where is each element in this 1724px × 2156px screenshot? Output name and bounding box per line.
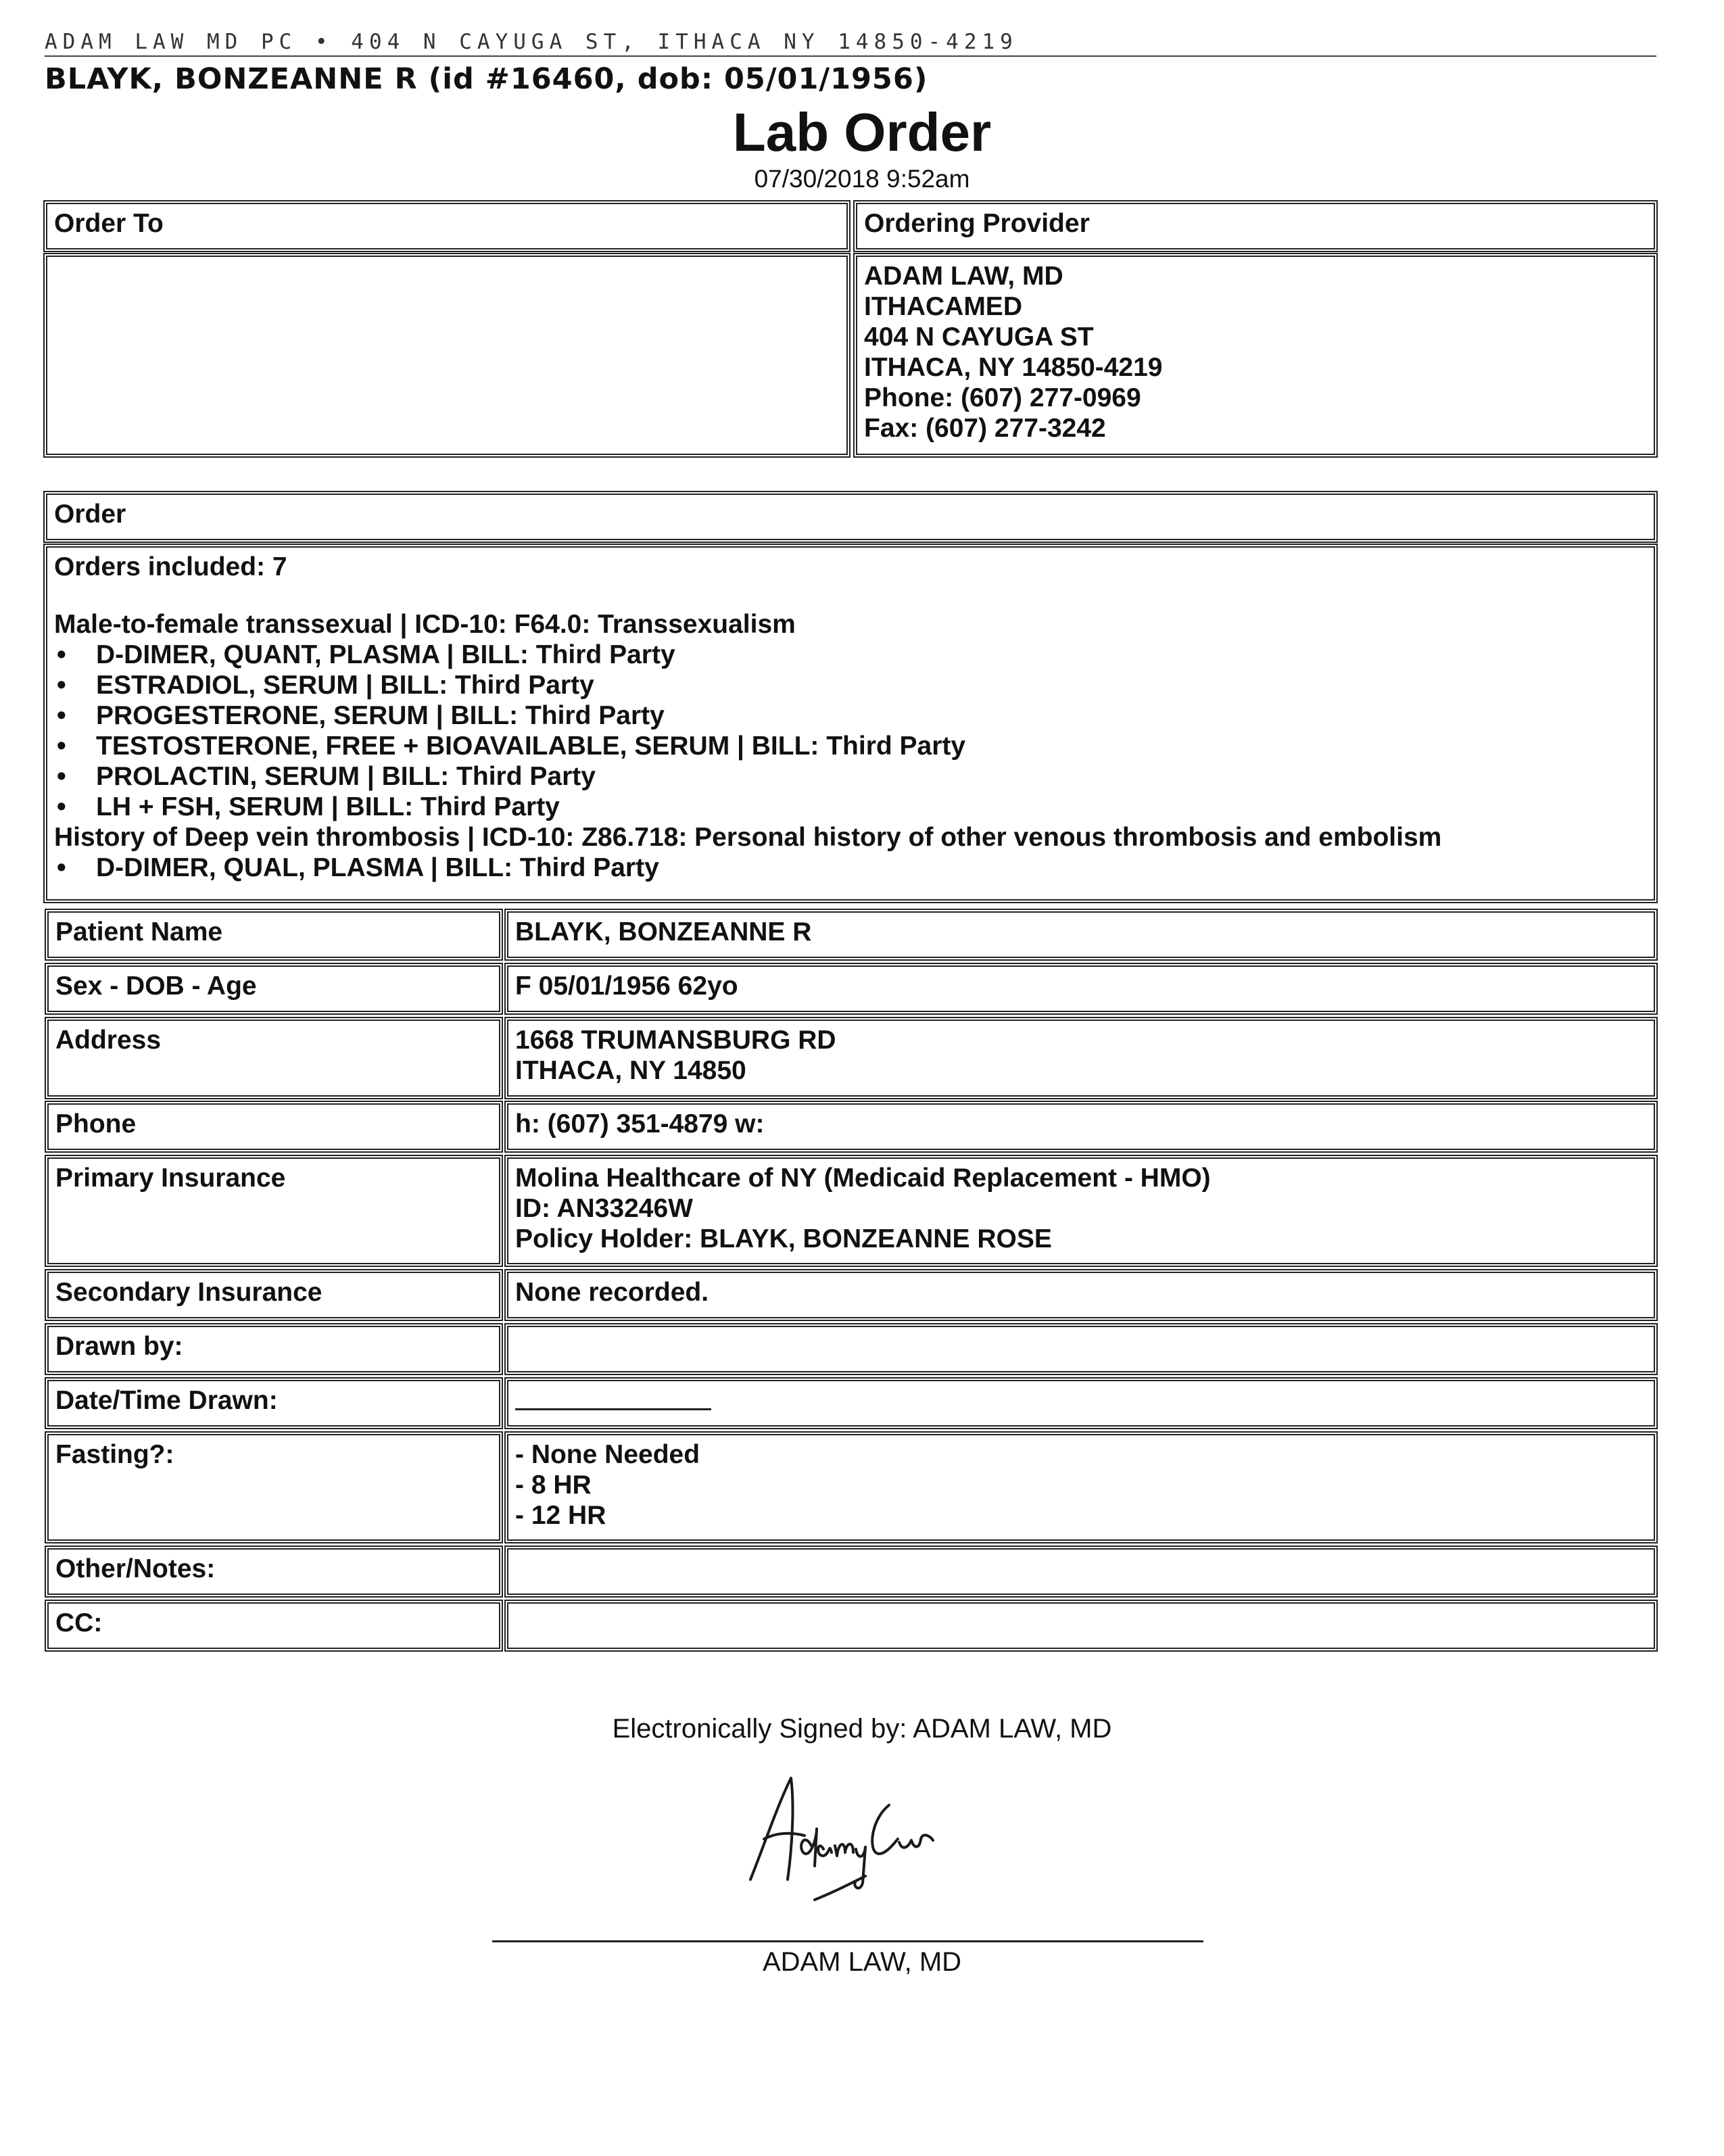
- drawn-by-value: [507, 1326, 1655, 1372]
- fasting-label: Fasting?:: [47, 1434, 500, 1541]
- patient-header: BLAYK, BONZEANNE R (id #16460, dob: 05/01/1956): [45, 62, 928, 96]
- diagnosis-2: History of Deep vein thrombosis | ICD-10: Z86.718: Personal history of other venous thrombosis and embolism: [54, 823, 1442, 852]
- fasting-value: [507, 1434, 1655, 1541]
- date-time-drawn-value: [507, 1380, 1655, 1427]
- order-item: • PROGESTERONE, SERUM | BILL: Third Party: [57, 701, 665, 730]
- order-timestamp: 07/30/2018 9:52am: [754, 165, 970, 193]
- ordering-provider-header: [856, 203, 1655, 249]
- patient-name-label: Patient Name: [47, 911, 500, 958]
- fasting-option: - 12 HR: [515, 1501, 606, 1530]
- address-value: 1668 TRUMANSBURG RD ITHACA, NY 14850: [507, 1020, 1655, 1097]
- order-content: [46, 546, 1655, 901]
- provider-practice: ITHACAMED: [864, 292, 1022, 321]
- cc-value: [507, 1602, 1655, 1649]
- date-time-drawn-label: Date/Time Drawn:: [47, 1380, 500, 1427]
- fax-header: ADAM LAW MD PC • 404 N CAYUGA ST, ITHACA NY 14850-4219: [45, 30, 1656, 57]
- secondary-insurance-label: Secondary Insurance: [47, 1272, 500, 1318]
- order-item: • D-DIMER, QUAL, PLASMA | BILL: Third Party: [57, 853, 659, 882]
- fasting-option: - None Needed: [515, 1440, 700, 1469]
- order-item: • ESTRADIOL, SERUM | BILL: Third Party: [57, 671, 594, 700]
- other-notes-label: Other/Notes:: [47, 1548, 500, 1595]
- other-notes-value: [507, 1548, 1655, 1595]
- order-item: • D-DIMER, QUANT, PLASMA | BILL: Third Party: [57, 640, 675, 669]
- ordering-provider-label: Ordering Provider: [864, 209, 1090, 238]
- drawn-by-label: Drawn by:: [47, 1326, 500, 1372]
- order-item: • TESTOSTERONE, FREE + BIOAVAILABLE, SERUM | BILL: Third Party: [57, 732, 966, 761]
- provider-fax: Fax: (607) 277-3242: [864, 414, 1106, 443]
- secondary-insurance-value: None recorded.: [507, 1272, 1655, 1318]
- provider-city: ITHACA, NY 14850-4219: [864, 353, 1163, 382]
- cc-label: CC:: [47, 1602, 500, 1649]
- order-label: Order: [54, 500, 126, 529]
- patient-name-value: BLAYK, BONZEANNE R: [507, 911, 1655, 958]
- order-header: [46, 494, 1655, 540]
- phone-label: Phone: [47, 1103, 500, 1150]
- primary-insurance-value: Molina Healthcare of NY (Medicaid Replacement - HMO) ID: AN33246W Policy Holder: BLAYK, BONZEANNE ROSE: [507, 1157, 1655, 1264]
- primary-insurance-label: Primary Insurance: [47, 1157, 500, 1264]
- phone-value: h: (607) 351-4879 w:: [507, 1103, 1655, 1150]
- signer-printed-name: ADAM LAW, MD: [762, 1947, 962, 1977]
- fasting-option: - 8 HR: [515, 1470, 592, 1500]
- sex-dob-age-label: Sex - DOB - Age: [47, 965, 500, 1012]
- provider-street: 404 N CAYUGA ST: [864, 322, 1094, 352]
- handwritten-signature: [737, 1765, 967, 1920]
- order-to-content: [46, 256, 848, 455]
- order-to-header: [46, 203, 848, 249]
- provider-name: ADAM LAW, MD: [864, 262, 1063, 291]
- orders-count: Orders included: 7: [54, 552, 287, 581]
- provider-phone: Phone: (607) 277-0969: [864, 383, 1141, 412]
- electronic-signature-text: Electronically Signed by: ADAM LAW, MD: [612, 1714, 1112, 1744]
- page-title: Lab Order: [732, 102, 992, 162]
- signature-rule: [492, 1940, 1203, 1942]
- address-label: Address: [47, 1020, 500, 1097]
- sex-dob-age-value: F 05/01/1956 62yo: [507, 965, 1655, 1012]
- order-item: • LH + FSH, SERUM | BILL: Third Party: [57, 792, 560, 821]
- order-item: • PROLACTIN, SERUM | BILL: Third Party: [57, 762, 596, 791]
- date-blank-line: [515, 1385, 711, 1410]
- ordering-provider-content: [856, 256, 1655, 455]
- diagnosis-1: Male-to-female transsexual | ICD-10: F64.0: Transsexualism: [54, 610, 796, 639]
- order-to-label: Order To: [54, 209, 164, 238]
- spacer: [54, 582, 1647, 609]
